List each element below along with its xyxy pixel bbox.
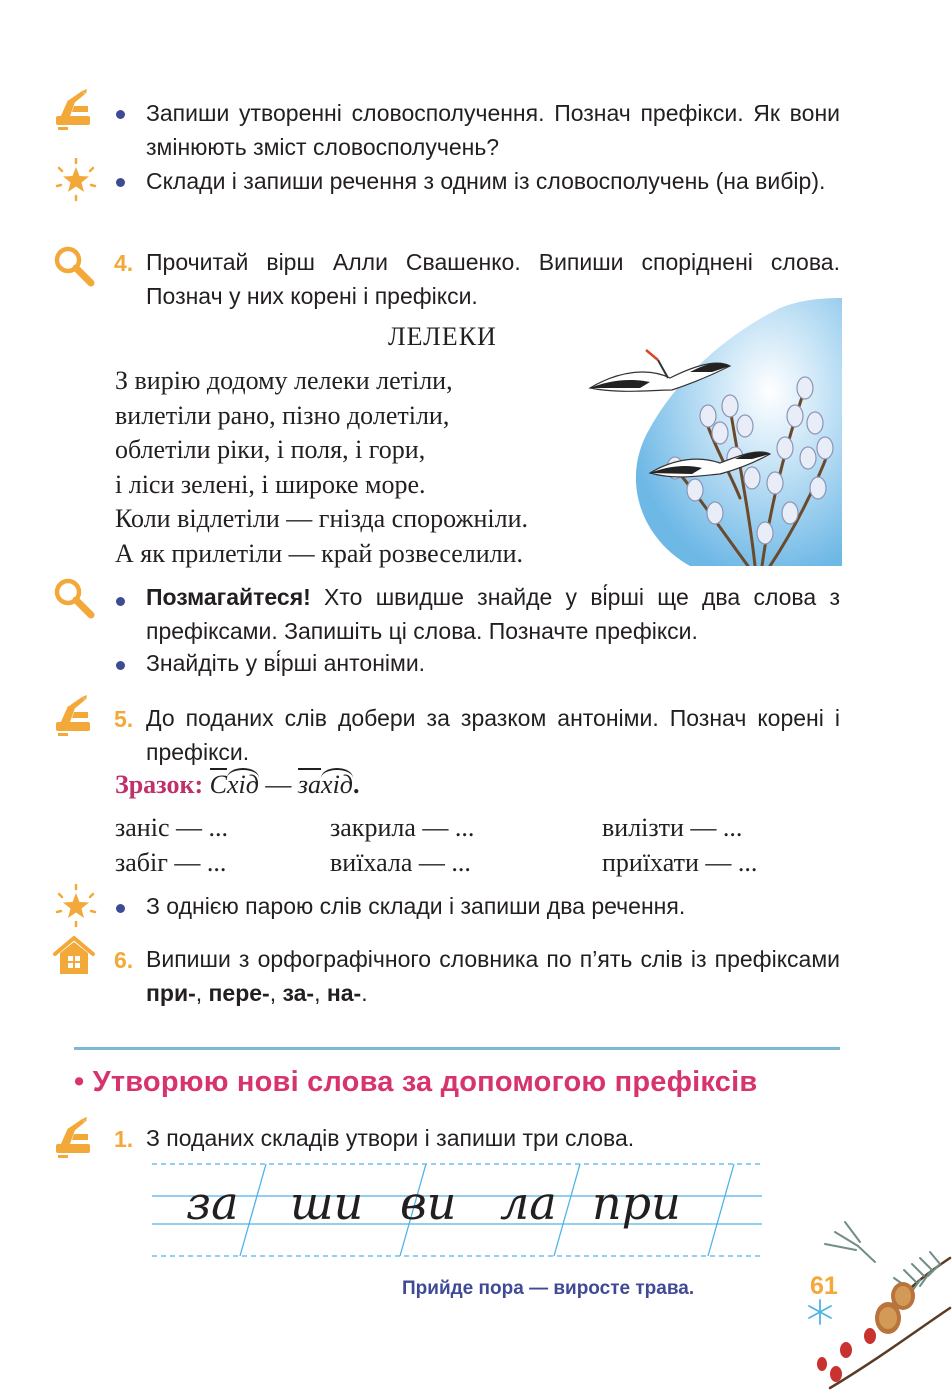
word-cell: забіг — ...	[115, 848, 227, 877]
sample-word-2	[298, 768, 353, 799]
writing-hand-icon	[52, 1116, 96, 1160]
separator: ,	[269, 980, 283, 1006]
syllable: ши	[290, 1176, 364, 1230]
poem	[115, 364, 528, 571]
house-icon	[52, 934, 96, 978]
word-part: С	[209, 770, 227, 799]
storks-willow-illustration	[580, 298, 842, 566]
syllable: за	[186, 1176, 239, 1230]
syllable: ла	[500, 1176, 557, 1230]
task-text: З поданих складів утвори і запиши три слова.	[146, 1125, 635, 1151]
sample-line	[115, 770, 359, 800]
winter-branch-decoration	[800, 1218, 952, 1394]
bullet-text: Знайдіть у ві́рші антоніми.	[146, 650, 426, 676]
bullet-text: Запиши утворенні словосполучення. Познач префікси. Як вони змінюють зміст словосполучень?	[146, 100, 840, 160]
poem-line: вилетіли рано, пізно долетіли,	[115, 400, 450, 430]
poem-line: Коли відлетіли — гнізда спорожніли.	[115, 504, 528, 533]
section-divider	[74, 1047, 840, 1050]
heading-text: Утворюю нові слова за допомогою префіксів	[92, 1066, 758, 1098]
bullet	[116, 178, 125, 187]
syllable: при	[592, 1176, 681, 1230]
poem-line: А як прилетіли — край розвеселили.	[115, 538, 524, 568]
task-number: 5.	[114, 706, 134, 732]
task-text	[146, 942, 840, 1010]
sparkle-star-icon	[54, 158, 98, 202]
sample-label: Зразок:	[115, 770, 204, 799]
syllable: ви	[400, 1176, 457, 1230]
word-root: хід	[226, 770, 259, 799]
compete-label: Позмагайтеся!	[146, 584, 311, 610]
word-cell: виїхала — ...	[330, 848, 471, 877]
bullet	[116, 904, 125, 913]
task-text: Прочитай вірш Алли Свашенко. Випиши споріднені слова. Познач у них корені і префікси.	[146, 249, 840, 309]
writing-hand-icon	[52, 694, 96, 738]
word-cell: заніс — ...	[115, 813, 228, 842]
task-number: 6.	[114, 947, 134, 973]
compete-text: Хто швидше знайде у ві́рші ще два слова з префіксами. Запишіть ці слова. Позначте префікси.	[146, 584, 840, 644]
sample-end: .	[352, 770, 360, 799]
prefix-2: пере-	[208, 980, 270, 1006]
poem-line: облетіли ріки, і поля, і гори,	[115, 435, 426, 464]
separator: ,	[314, 980, 327, 1006]
bullet	[116, 661, 125, 670]
bullet-text: Склади і запиши речення з одним із словосполучень (на вибір).	[146, 168, 826, 194]
prefix-1: при-	[146, 980, 196, 1006]
writing-hand-icon	[52, 88, 96, 132]
separator: ,	[195, 980, 209, 1006]
bullet-text	[146, 580, 840, 648]
sample-dash: —	[258, 770, 298, 799]
task6-text: Випиши з орфографічного словника по п’ять слів із префіксами	[146, 946, 840, 972]
task6-end: .	[361, 980, 368, 1006]
poem-line: і ліси зелені, і широке море.	[115, 469, 426, 499]
task-text: До поданих слів добери за зразком антоніми. Познач корені і префікси.	[146, 705, 840, 765]
sample-word-1	[210, 770, 259, 799]
magnifier-icon	[52, 244, 96, 288]
heading-bullet: •	[74, 1066, 85, 1098]
word-root: хід	[321, 770, 353, 799]
bullet	[116, 597, 125, 606]
poem-title: ЛЕЛЕКИ	[388, 322, 497, 351]
page-number: 61	[810, 1272, 838, 1300]
task-number: 4.	[114, 250, 134, 276]
word-cell: вилізти — ...	[602, 813, 743, 842]
magnifier-icon	[52, 576, 96, 620]
word-cell: закрила — ...	[330, 813, 475, 842]
word-cell: приїхати — ...	[602, 848, 758, 877]
word-prefix: за	[297, 770, 322, 799]
prefix-4: на-	[326, 980, 362, 1006]
prefix-3: за-	[282, 980, 315, 1006]
section-heading	[74, 1066, 757, 1099]
sparkle-star-icon	[54, 884, 98, 928]
proverb: Прийде пора — виросте трава.	[402, 1278, 695, 1299]
bullet	[116, 110, 125, 119]
poem-line: З вирію додому лелеки летіли,	[115, 366, 453, 395]
bullet-text: З однією парою слів склади і запиши два речення.	[146, 893, 686, 919]
task-number: 1.	[114, 1126, 134, 1152]
